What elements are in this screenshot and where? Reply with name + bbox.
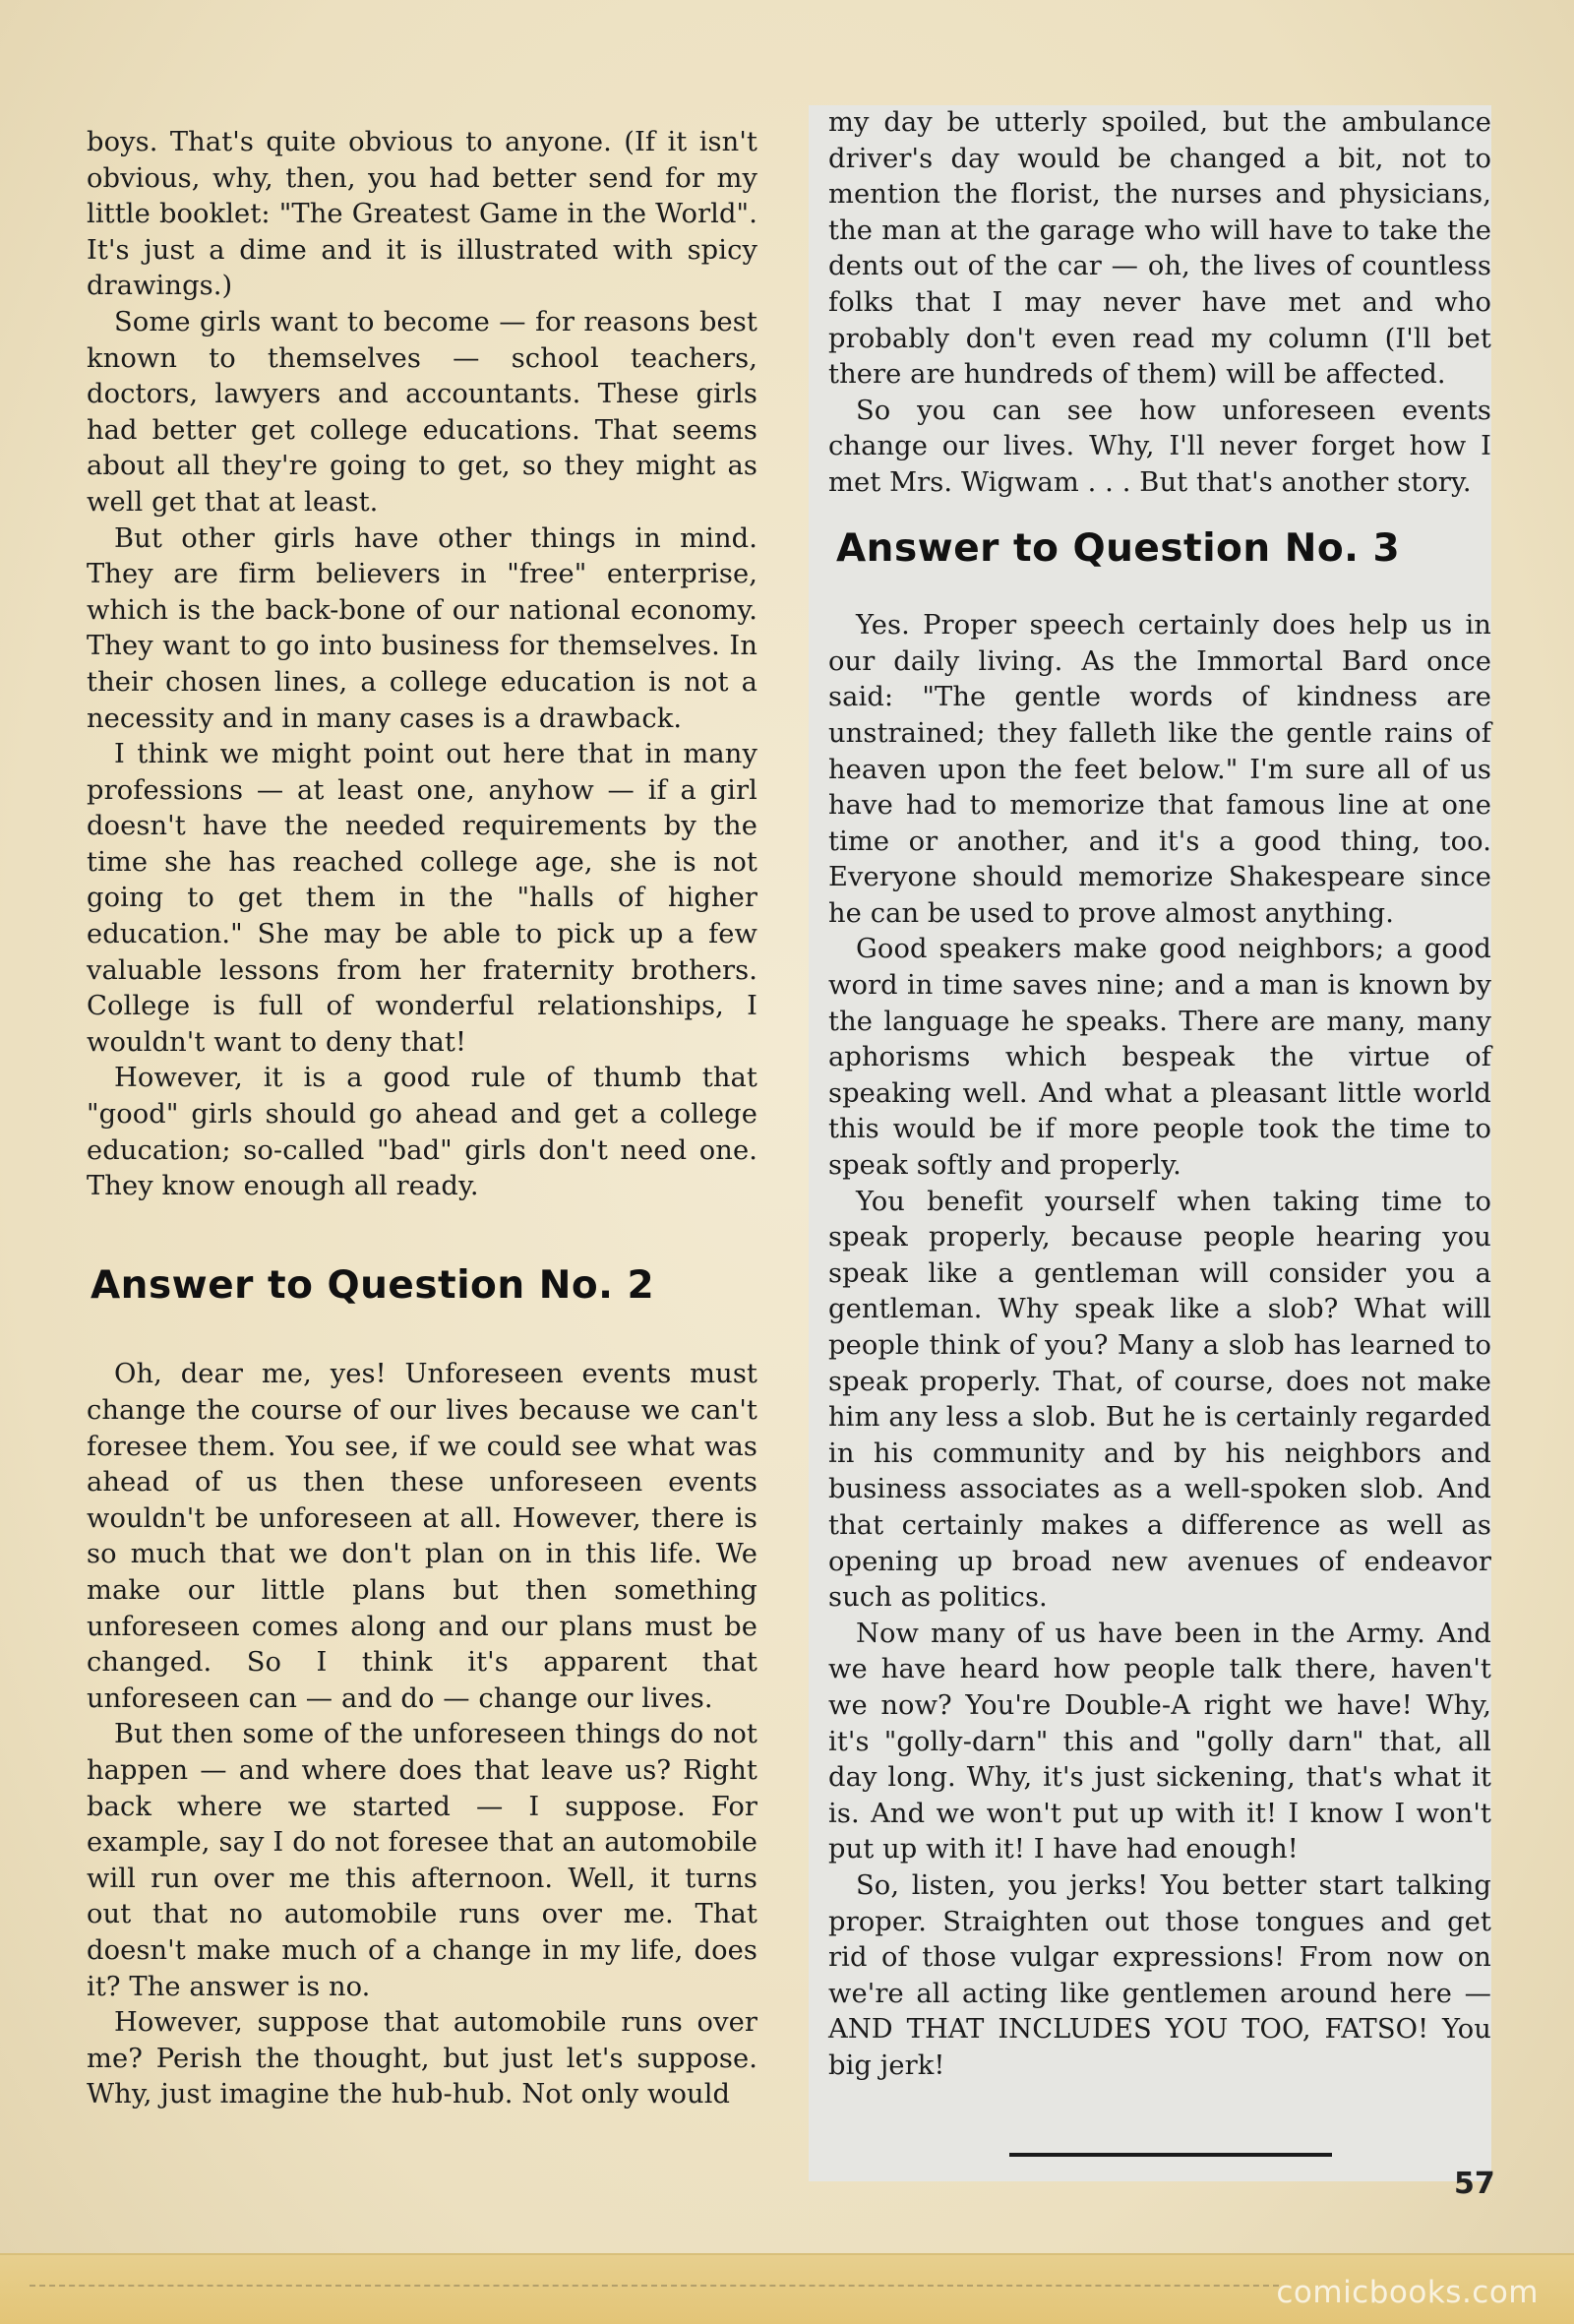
scan-artifact-divider: [30, 2285, 1279, 2287]
paragraph: So you can see how unforeseen events change our lives. Why, I'll never forget how I met Mrs. Wigwam . . . But that's another story.: [828, 395, 1491, 498]
paragraph: But other girls have other things in mind. They are firm believers in "free" enterprise, which is the back-bone of our national economy. They want to go into business for themselves. In their chosen lines, a college education is not a necessity and in many cases is a drawback.: [87, 522, 757, 734]
watermark-text: comicbooks.com: [1276, 2275, 1539, 2310]
paragraph: So, listen, you jerks! You better start talking proper. Straighten out those tongues and get rid of those vulgar expressions! From now on we're all acting like gentlemen around here — AND THAT INCLUDES YOU TOO, FATSO! You big jerk!: [828, 1869, 1491, 2081]
paragraph: But then some of the unforeseen things do not happen — and where does that leave us? Right back where we started — I suppose. For example, say I do not foresee that an automobile will run over me this afternoon. Well, it turns out that no automobile runs over me. That doesn't make much of a change in my life, does it? The answer is no.: [87, 1719, 757, 2002]
paragraph: Good speakers make good neighbors; a good word in time saves nine; and a man is known by the language he speaks. There are many, many aphorisms which bespeak the virtue of speaking well. And what a pleasant little world this would be if more people took the time to speak softly and properly.: [828, 934, 1491, 1182]
heading-answer-question-3: Answer to Question No. 3: [836, 525, 1401, 571]
paragraph: my day be utterly spoiled, but the ambulance driver's day would be changed a bit, not to mention the florist, the nurses and physicians, the man at the garage who will have to take the dents out of the car — oh, the lives of countless folks that I may never have met and who probably don't even read my column (I'll bet there are hundreds of them) will be affected.: [828, 107, 1491, 391]
paragraph: Oh, dear me, yes! Unforeseen events must change the course of our lives because we can't foresee them. You see, if we could see what was ahead of us then these unforeseen events wouldn't be unforeseen at all. However, there is so much that we don't plan on in this life. We make our little plans but then something unforeseen comes along and our plans must be changed. So I think it's apparent that unforeseen can — and do — change our lives.: [87, 1359, 757, 1714]
page-number: 57: [1454, 2167, 1495, 2201]
paragraph: Now many of us have been in the Army. And we have heard how people talk there, haven't we now? You're Double-A right we have! Why, it's "golly-darn" this and "golly darn" that, all day long. Why, it's just sickening, that's what it is. And we won't put up with it! I know I won't put up with it! I have had enough!: [828, 1618, 1491, 1865]
paragraph: You benefit yourself when taking time to speak properly, because people hearing you speak like a gentleman will consider you a gentleman. Why speak like a slob? What will people think of you? Many a slob has learned to speak properly. That, of course, does not make him any less a slob. But he is certainly regarded in his community and by his neighbors and business associates as a well-spoken slob. And that certainly makes a difference as well as opening up broad new avenues of endeavor such as politics.: [828, 1186, 1491, 1614]
end-rule-divider: [1009, 2153, 1332, 2157]
paragraph: boys. That's quite obvious to anyone. (If it isn't obvious, why, then, you had better send for my little booklet: "The Greatest Game in the World". It's just a dime and it is illustrated with spicy drawings.): [87, 127, 757, 302]
paragraph: However, it is a good rule of thumb that "good" girls should go ahead and get a college education; so-called "bad" girls don't need one. They know enough all ready.: [87, 1063, 757, 1202]
right-column: [809, 105, 1491, 2181]
left-column: [87, 125, 757, 2113]
paragraph: However, suppose that automobile runs over me? Perish the thought, but just let's suppose. Why, just imagine the hub-hub. Not only would: [87, 2007, 757, 2110]
paragraph: I think we might point out here that in many professions — at least one, anyhow — if a girl doesn't have the needed requirements by the time she has reached college age, she is not going to get them in the "halls of higher education." She may be able to pick up a few valuable lessons from her fraternity brothers. College is full of wonderful relationships, I wouldn't want to deny that!: [87, 739, 757, 1058]
heading-answer-question-2: Answer to Question No. 2: [91, 1262, 655, 1308]
paragraph: Some girls want to become — for reasons best known to themselves — school teachers, doctors, lawyers and accountants. These girls had better get college educations. That seems about all they're going to get, so they might as well get that at least.: [87, 306, 757, 518]
paragraph: Yes. Proper speech certainly does help us in our daily living. As the Immortal Bard once said: "The gentle words of kindness are unstrained; they falleth like the gentle rains of heaven upon the feet below." I'm sure all of us have had to memorize that famous line at one time or another, and it's a good thing, too. Everyone should memorize Shakespeare since he can be used to prove almost anything.: [828, 610, 1491, 929]
